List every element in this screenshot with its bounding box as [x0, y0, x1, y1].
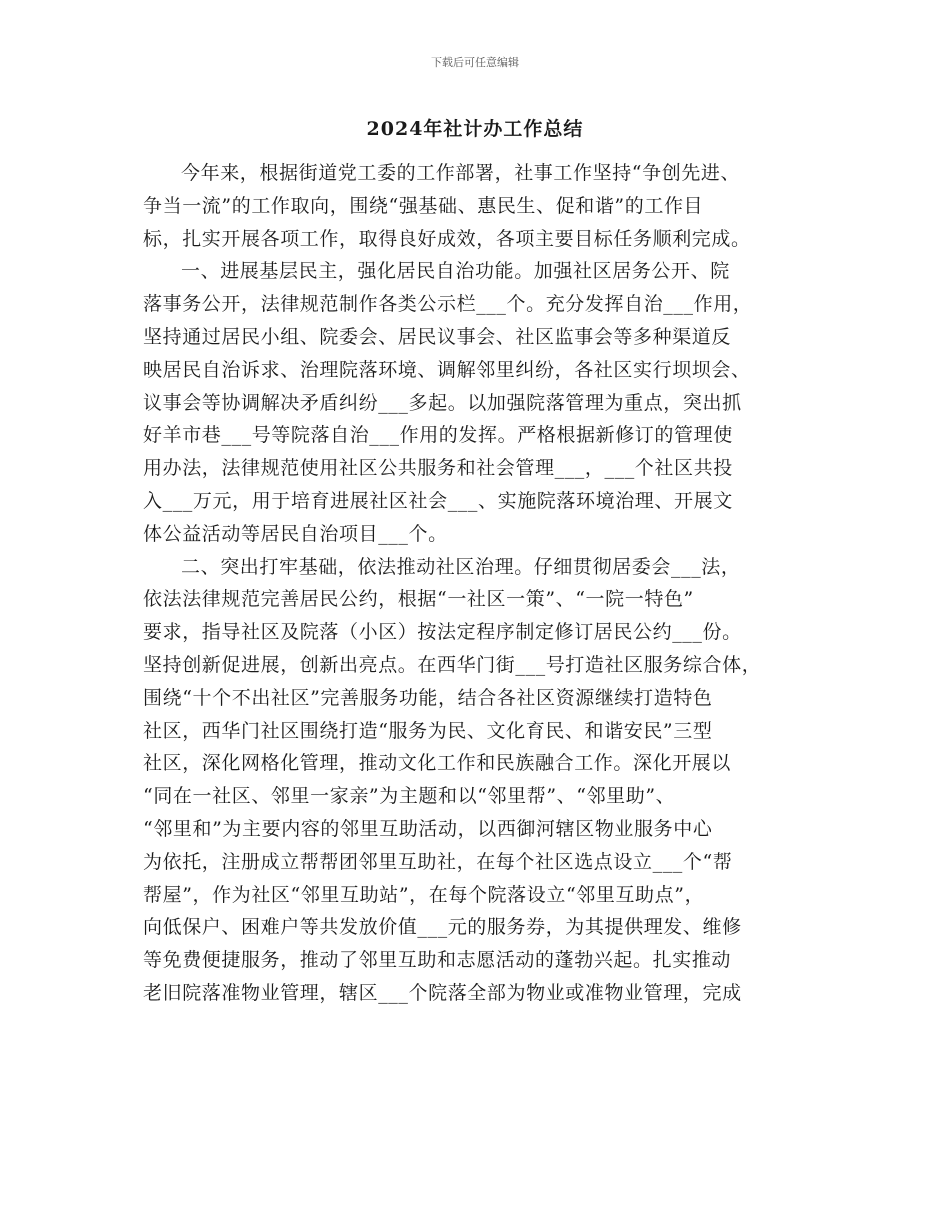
body-line: 向低保户、困难户等共发放价值___元的服务券，为其提供理发、维修: [143, 916, 742, 939]
body-line: 映居民自治诉求、治理院落环境、调解邻里纠纷，各社区实行坝坝会、: [143, 358, 751, 381]
body-line: 围绕“十个不出社区”完善服务功能，结合各社区资源继续打造特色: [143, 686, 713, 709]
body-line: 要求，指导社区及院落（小区）按法定程序制定修订居民公约___份。: [143, 621, 742, 644]
body-line: 一、进展基层民主，强化居民自治功能。加强社区居务公开、院: [181, 260, 730, 283]
body-line: 争当一流”的工作取向，围绕“强基础、惠民生、促和谐”的工作目: [143, 194, 704, 217]
body-line: 今年来，根据街道党工委的工作部署，社事工作坚持“争创先进、: [181, 162, 741, 184]
document-body: [143, 157, 811, 1010]
body-line: “同在一社区、邻里一家亲”为主题和以“邻里帮”、“邻里助”、: [143, 785, 676, 808]
body-line: 议事会等协调解决矛盾纠纷___多起。以加强院落管理为重点，突出抓: [143, 391, 742, 414]
body-line: 好羊市巷___号等院落自治___作用的发挥。严格根据新修订的管理使: [143, 424, 733, 447]
body-line: 入___万元，用于培育进展社区社会___、实施院落环境治理、开展文: [143, 489, 733, 512]
body-line: 为依托，注册成立帮帮团邻里互助社，在每个社区选点设立___个“帮: [143, 850, 733, 873]
body-line: 体公益活动等居民自治项目___个。: [143, 522, 448, 545]
body-line: 社区，深化网格化管理，推动文化工作和民族融合工作。深化开展以: [143, 752, 732, 775]
document-title: 2024年社计办工作总结: [366, 118, 584, 140]
body-line: 社区，西华门社区围绕打造“服务为民、文化育民、和谐安民”三型: [143, 719, 713, 742]
body-line: 落事务公开，法律规范制作各类公示栏___个。充分发挥自治___作用，: [143, 293, 753, 316]
body-line: 等免费便捷服务，推动了邻里互助和志愿活动的蓬勃兴起。扎实推动: [143, 949, 732, 972]
body-line: 用办法，法律规范使用社区公共服务和社会管理___，___个社区共投: [143, 457, 733, 480]
body-line: 老旧院落准物业管理，辖区___个院落全部为物业或准物业管理，完成: [143, 981, 742, 1004]
body-line: 标，扎实开展各项工作，取得良好成效，各项主要目标任务顺利完成。: [143, 227, 751, 250]
body-line: 坚持通过居民小组、院委会、居民议事会、社区监事会等多种渠道反: [143, 325, 732, 348]
body-line: 帮屋”，作为社区“邻里互助站”，在每个院落设立“邻里互助点”，: [143, 883, 705, 906]
header-note: 下载后可任意编辑: [431, 56, 519, 69]
body-line: 依法法律规范完善居民公约，根据“一社区一策”、“一院一特色”: [143, 588, 694, 611]
body-line: 坚持创新促进展，创新出亮点。在西华门街___号打造社区服务综合体，: [143, 653, 762, 676]
body-line: 二、突出打牢基础，依法推动社区治理。仔细贯彻居委会___法，: [181, 555, 741, 578]
body-line: “邻里和”为主要内容的邻里互助活动，以西御河辖区物业服务中心: [143, 817, 713, 840]
